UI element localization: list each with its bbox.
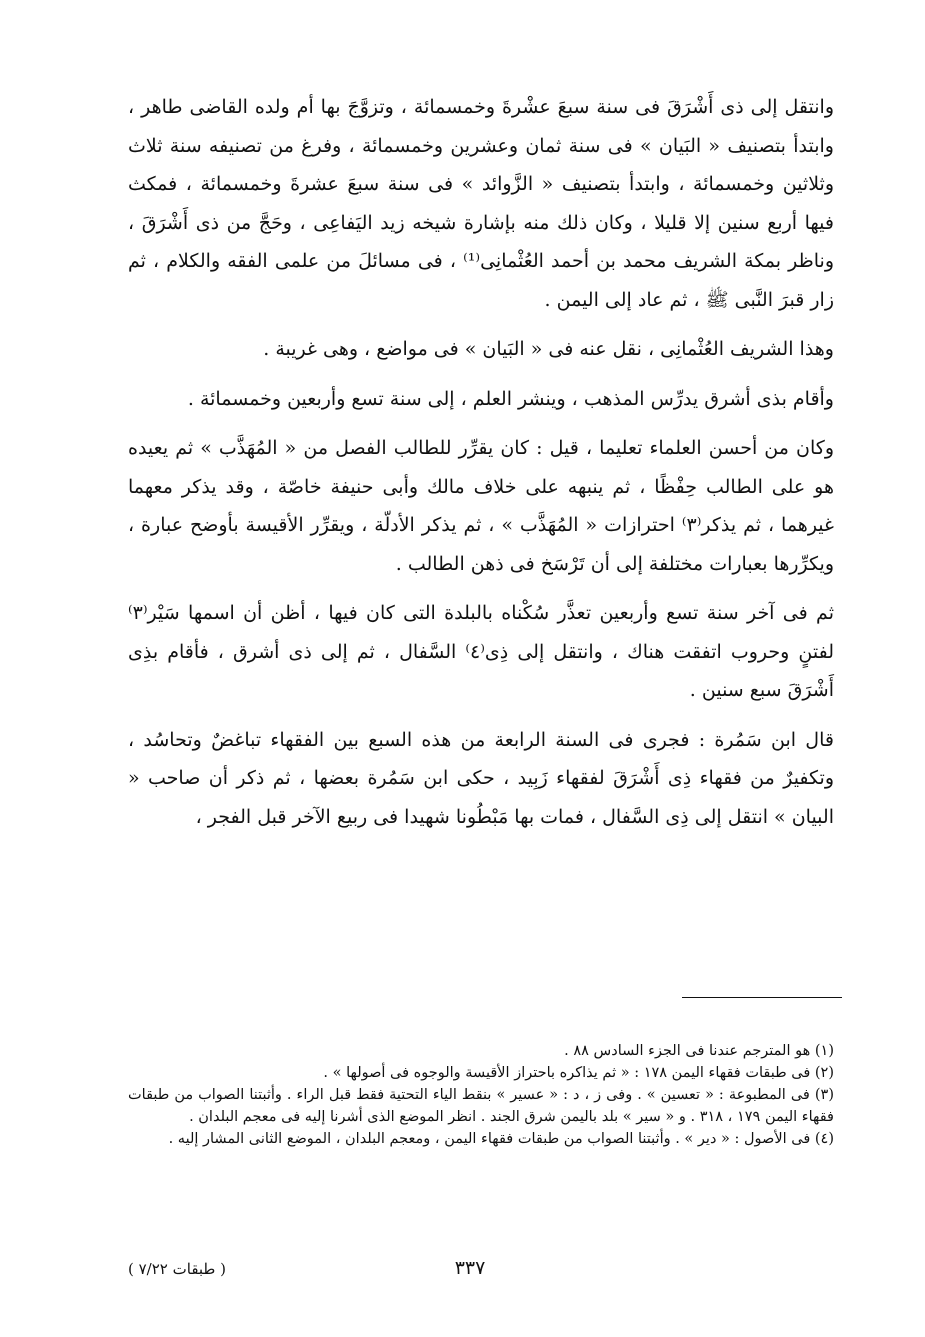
printer-signature: ( طبقات ٧/٢٢ ) [128,1260,226,1278]
footnotes [128,1040,834,1150]
footnote-divider [682,997,842,998]
paragraph-5: ثم فى آخر سنة تسع وأربعين تعذَّر سُكْناه بالبلدة التى كان فيها ، أظن أن اسمها سَيْر⁽٣⁾ لفتنٍ وحروب اتفقت هناك ، وانتقل إلى ذِى⁽٤⁾ السَّفال ، ثم إلى ذى أشرق ، فأقام بذِى أَشْرَقَ سبع سنين . [128,602,834,701]
paragraph-6: قال ابن سَمُرة : فجرى فى السنة الرابعة من هذه السبع بين الفقهاء تباغضٌ وتحاسُد ، وتكفيرٌ من فقهاء ذِى أَشْرَقَ لفقهاء زَبِيد ، حكى ابن سَمُرة بعضها ، ثم ذكر أن صاحب « البيان » انتقل إلى ذِى السَّفال ، فمات بها مَبْطُونا شهيدا فى ربيع الآخر قبل الفجر ، [128,728,834,828]
paragraph-2: وهذا الشريف العُثْمانِى ، نقل عنه فى « البَيان » فى مواضع ، وهى غريبة . [263,338,834,360]
paragraph-3: وأقام بذى أشرق يدرِّس المذهب ، وينشر العلم ، إلى سنة تسع وأربعين وخمسمائة . [187,387,834,410]
footnote-1: (١) هو المترجم عندنا فى الجزء السادس ٨٨ . [564,1043,834,1059]
paragraph-4: وكان من أحسن العلماء تعليما ، قيل : كان يقرِّر للطالب الفصل من « المُهَذَّب » ثم يعيده هو على الطالب حِفْظًا ، ثم ينبهه على خلاف مالك وأبى حنيفة خاصّة ، وقد يذكر معهما غيرهما ، ثم يذكر⁽٣⁾ احترازات « المُهَذَّب » ، ثم يذكر الأدلّة ، ويقرِّر الأقيسة بأوضح عبارة ، ويكرِّرها بعبارات مختلفة إلى أن تَرْسَخ فى ذهن الطالب . [128,437,834,575]
page-number: ٣٣٧ [454,1257,486,1279]
footnote-3: (٣) فى المطبوعة : « تعسين » . وفى ز ، د : « عسير » بنقط الياء التحتية فقط قبل الراء . وأثبتنا الصواب من طبقات فقهاء اليمن ١٧٩ ، ٣١٨ . و « سير » بلد باليمن شرق الجند . انظر الموضع الذى أشرنا إليه فى معجم البلدان . [128,1087,834,1125]
footnote-4: (٤) فى الأصول : « دير » . وأثبتنا الصواب من طبقات فقهاء اليمن ، ومعجم البلدان ، الموضع الثانى المشار إليه . [168,1131,834,1147]
paragraph-1: وانتقل إلى ذى أَشْرَقَ فى سنة سبعَ عشْرةَ وخمسمائة ، وتزوَّجَ بها أم ولده القاضى طاهر ، وابتدأ بتصنيف « البَيان » فى سنة ثمان وعشرين وخمسمائة ، وفرغ من تصنيفه سنة ثلاث وثلاثين وخمسمائة ، وابتدأ بتصنيف « الزَّوائد » فى سنة سبعَ عشرةَ وخمسمائة ، فمكث فيها أربع سنين إلا قليلا ، وكان ذلك منه بإشارة شيخه زيد اليَفاعِى ، وحَجَّ من ذى أَشْرَقَ ، وناظر بمكة الشريف محمد بن أحمد العُثْمانِى⁽¹⁾ ، فى مسائلَ من علمى الفقه والكلام ، ثم زار قبرَ النَّبى ﷺ ، ثم عاد إلى اليمن . [128,96,834,311]
footnote-2: (٢) فى طبقات فقهاء اليمن ١٧٨ : « ثم يذاكره باحتراز الأقيسة والوجوه فى أصولها » . [323,1065,834,1081]
main-text [128,88,834,847]
